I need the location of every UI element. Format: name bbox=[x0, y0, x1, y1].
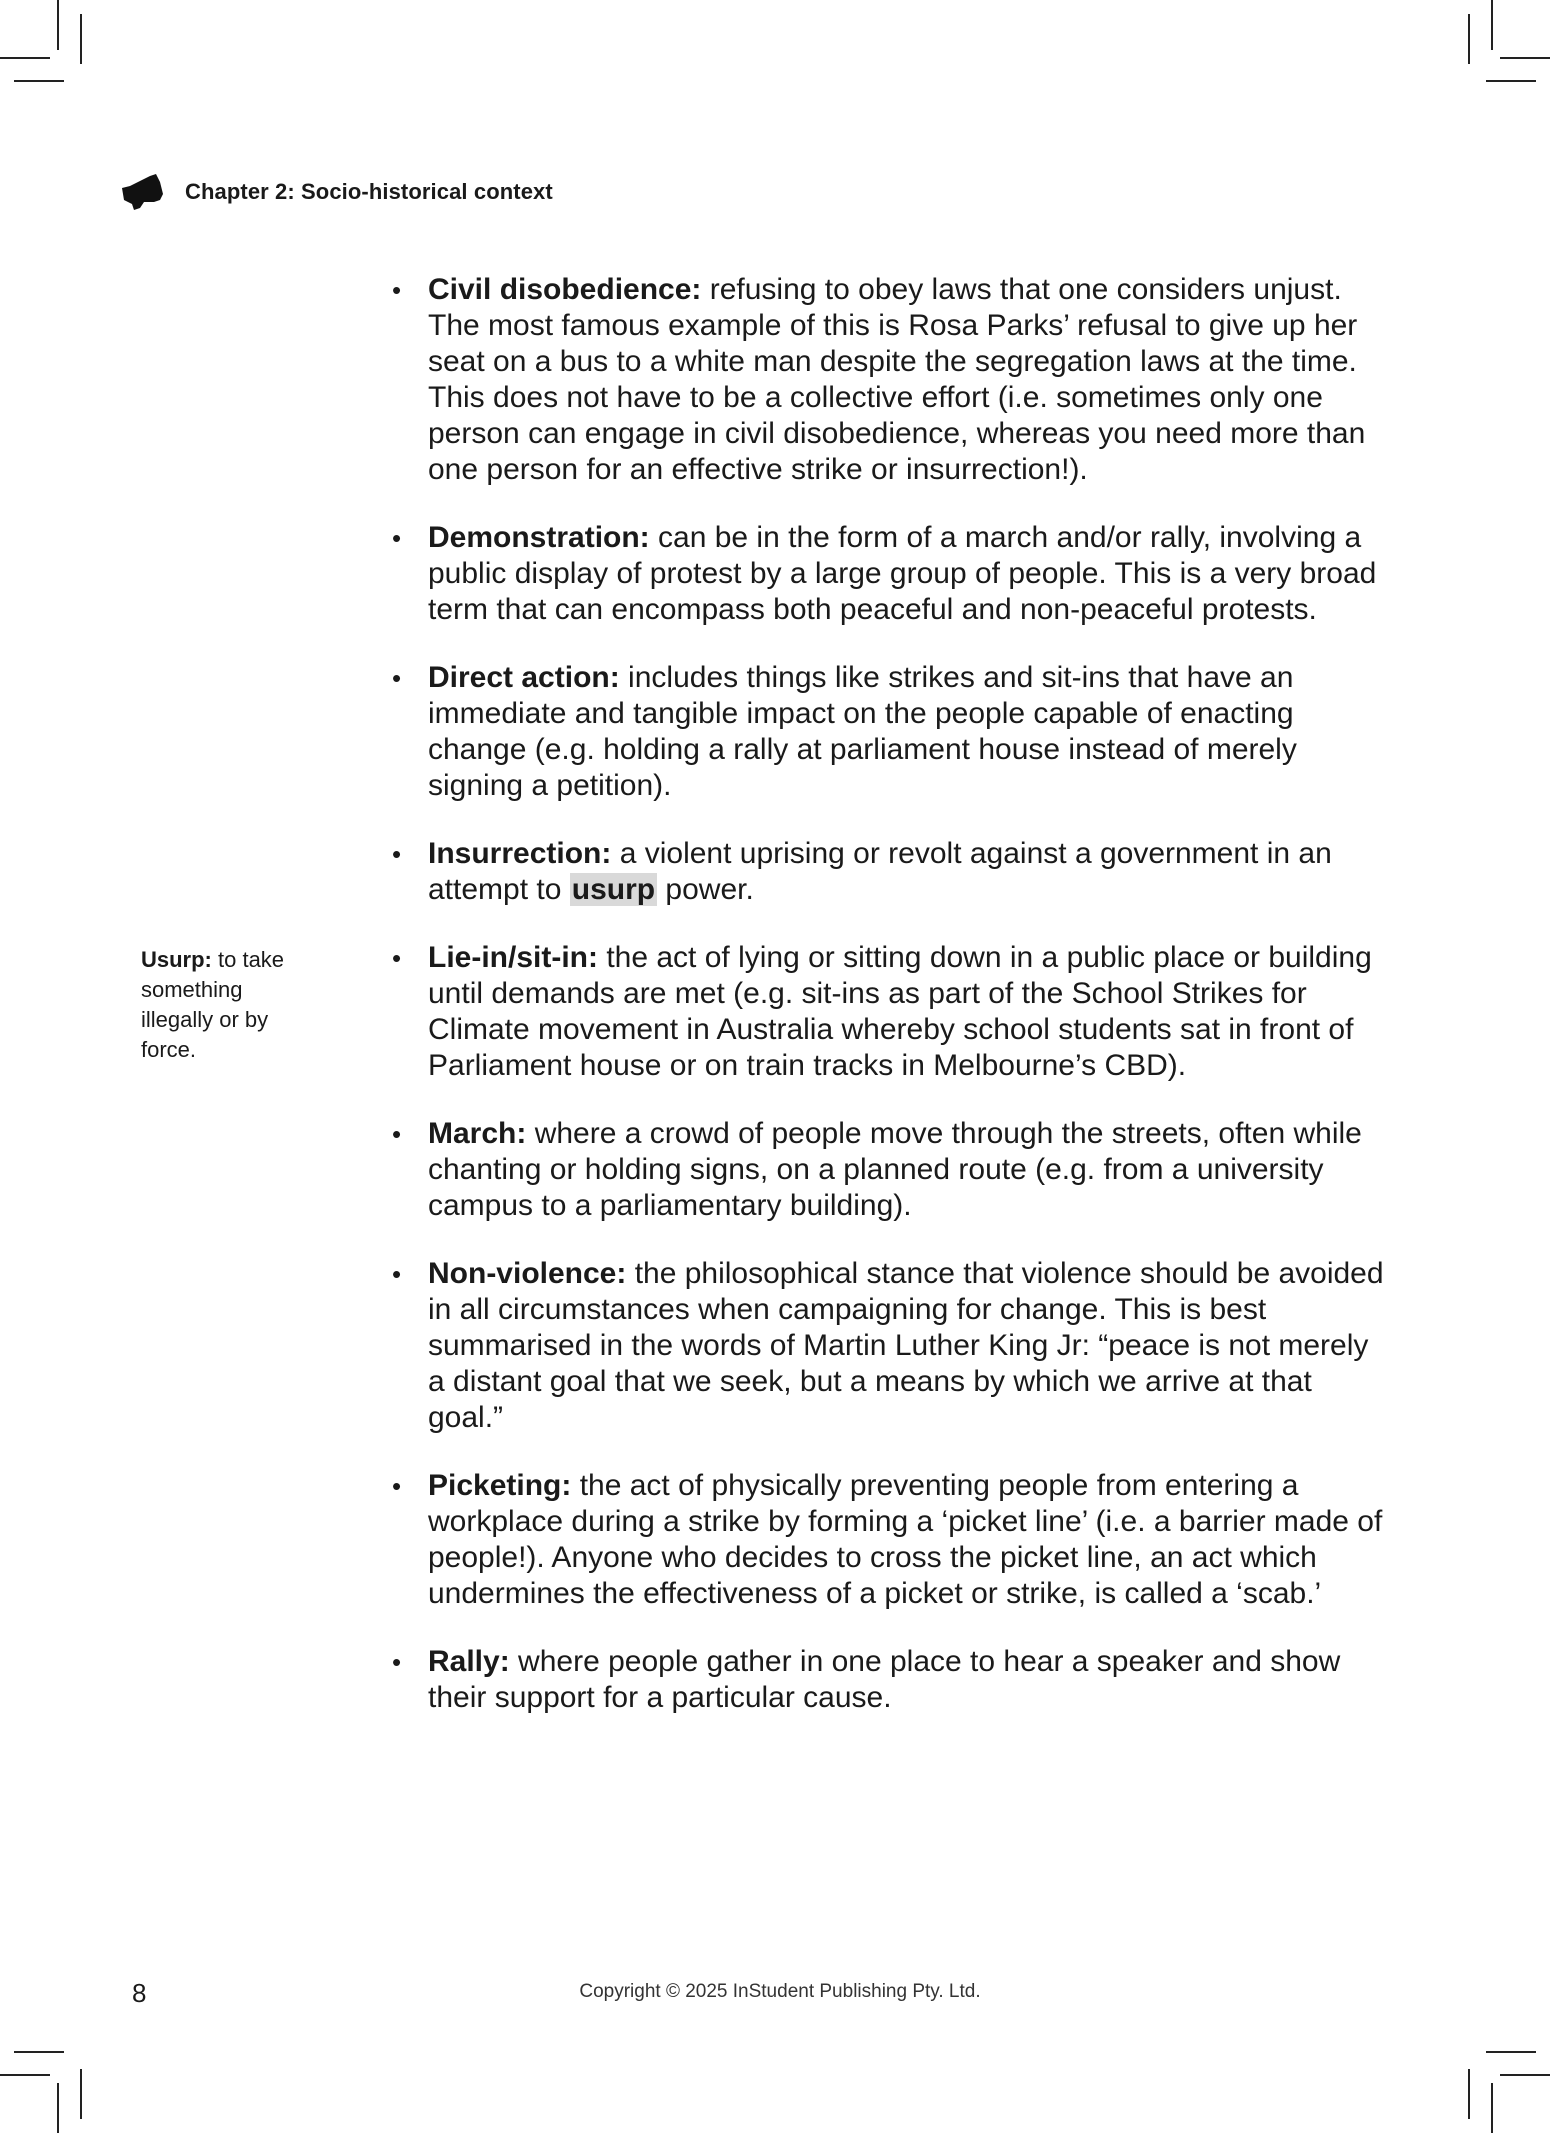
term-name: Picketing: bbox=[428, 1469, 572, 1502]
crop-mark bbox=[1500, 57, 1550, 59]
term-name: Insurrection: bbox=[428, 837, 612, 870]
crop-mark bbox=[1491, 2083, 1493, 2133]
bullet: • bbox=[392, 1471, 402, 1501]
list-item bbox=[392, 836, 1392, 908]
megaphone-icon bbox=[120, 172, 165, 212]
crop-mark bbox=[1500, 2074, 1550, 2076]
list-item bbox=[392, 660, 1392, 804]
crop-mark bbox=[57, 0, 59, 50]
term-name: Non-violence: bbox=[428, 1257, 627, 1290]
crop-mark bbox=[80, 14, 82, 64]
crop-mark bbox=[1486, 80, 1536, 82]
bullet: • bbox=[392, 943, 402, 973]
crop-mark bbox=[1468, 2069, 1470, 2119]
list-item bbox=[392, 272, 1392, 488]
list-item bbox=[392, 520, 1392, 628]
bullet: • bbox=[392, 1647, 402, 1677]
crop-mark bbox=[14, 80, 64, 82]
term-name: Civil disobedience: bbox=[428, 273, 702, 306]
page-number: 8 bbox=[132, 1978, 147, 2008]
list-item bbox=[392, 1256, 1392, 1436]
crop-mark bbox=[57, 2083, 59, 2133]
term-name: Demonstration: bbox=[428, 521, 650, 554]
term-name: March: bbox=[428, 1117, 527, 1150]
term-name: Direct action: bbox=[428, 661, 620, 694]
term-definition: includes things like strikes and sit-ins that have an immediate and tangible impact on the people capable of enacting change (e.g. holding a rally at parliament house instead of merely signing a petition). bbox=[428, 661, 1297, 802]
term-definition: refusing to obey laws that one considers unjust. The most famous example of this is Rosa Parks’ refusal to give up her seat on a bus to a white man despite the segregation laws at the time. This does not have to be a collective effort (i.e. sometimes only one person can engage in civil disobedience, whereas you need more than one person for an effective strike or insurrection!). bbox=[428, 273, 1366, 486]
highlighted-word: usurp bbox=[571, 873, 656, 906]
list-item bbox=[392, 1644, 1392, 1716]
term-definition: a violent uprising or revolt against a government in an attempt to bbox=[428, 837, 1332, 906]
term-list bbox=[392, 272, 1392, 1748]
term-definition: the act of lying or sitting down in a public place or building until demands are met (e.g. sit-ins as part of the School Strikes for Climate movement in Australia whereby school students sat in front of Parliament house or on train tracks in Melbourne’s CBD). bbox=[428, 941, 1372, 1082]
crop-mark bbox=[1491, 0, 1493, 50]
list-item bbox=[392, 940, 1392, 1084]
term-definition: can be in the form of a march and/or rally, involving a public display of protest by a large group of people. This is a very broad term that can encompass both peaceful and non-peaceful protests. bbox=[428, 521, 1377, 626]
list-item bbox=[392, 1468, 1392, 1612]
glossary-note bbox=[141, 945, 316, 1065]
copyright-notice: Copyright © 2025 InStudent Publishing Pty. Ltd. bbox=[579, 1981, 981, 2002]
bullet: • bbox=[392, 1119, 402, 1149]
crop-mark bbox=[0, 2074, 50, 2076]
bullet: • bbox=[392, 839, 402, 869]
crop-mark bbox=[1486, 2051, 1536, 2053]
term-definition: where a crowd of people move through the streets, often while chanting or holding signs, on a planned route (e.g. from a university campus to a parliamentary building). bbox=[428, 1117, 1362, 1222]
chapter-header bbox=[120, 172, 553, 212]
list-item bbox=[392, 1116, 1392, 1224]
term-definition-end: power. bbox=[657, 873, 754, 906]
crop-mark bbox=[0, 57, 50, 59]
term-definition: the philosophical stance that violence should be avoided in all circumstances when campaigning for change. This is best summarised in the words of Martin Luther King Jr: “peace is not merely a distant goal that we seek, but a means by which we arrive at that goal.” bbox=[428, 1257, 1384, 1434]
crop-mark bbox=[1468, 14, 1470, 64]
term-name: Lie-in/sit-in: bbox=[428, 941, 598, 974]
chapter-title: Chapter 2: Socio-historical context bbox=[185, 179, 553, 204]
term-definition: the act of physically preventing people from entering a workplace during a strike by forming a ‘picket line’ (i.e. a barrier made of people!). Anyone who decides to cross the picket line, an act which undermines the effectiveness of a picket or strike, is called a ‘scab.’ bbox=[428, 1469, 1383, 1610]
term-name: Rally: bbox=[428, 1645, 510, 1678]
glossary-definition: to take something illegally or by force. bbox=[141, 947, 285, 1062]
bullet: • bbox=[392, 275, 402, 305]
bullet: • bbox=[392, 1259, 402, 1289]
crop-mark bbox=[14, 2051, 64, 2053]
bullet: • bbox=[392, 523, 402, 553]
glossary-term: Usurp: bbox=[141, 947, 212, 972]
crop-mark bbox=[80, 2069, 82, 2119]
bullet: • bbox=[392, 663, 402, 693]
term-definition: where people gather in one place to hear a speaker and show their support for a particular cause. bbox=[428, 1645, 1341, 1714]
